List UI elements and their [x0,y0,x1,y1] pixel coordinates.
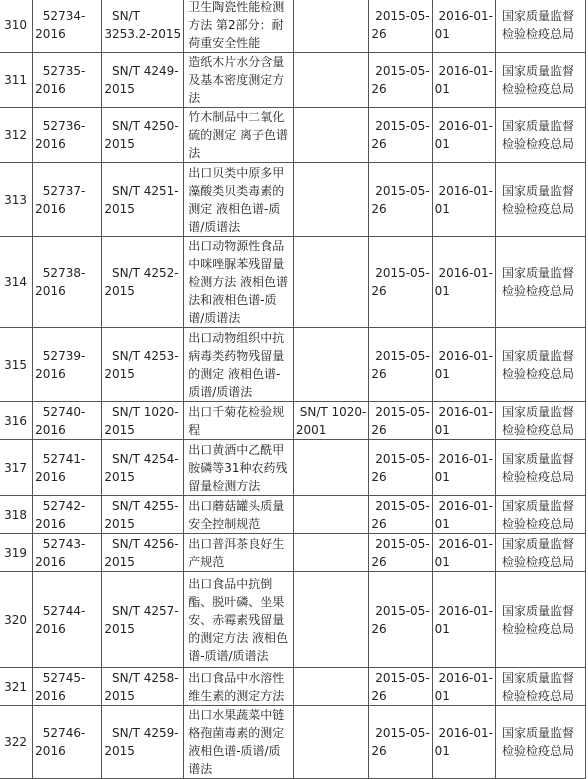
standard-title: 出口食品中抗倒酯、脱叶磷、坐果安、赤霉素残留量的测定方法 液相色谱-质谱/质谱法 [184,572,294,668]
row-number: 320 [0,572,33,668]
record-id: 52737- 2016 [33,163,102,237]
standard-code: SN/T 4254- 2015 [102,440,184,496]
publish-date: 2015-05- 26 [369,668,432,706]
row-number: 319 [0,534,33,572]
row-number: 312 [0,108,33,163]
table-row [0,706,586,779]
row-number: 316 [0,402,33,440]
record-id: 52746- 2016 [33,706,102,779]
implement-date: 2016-01- 01 [432,237,495,328]
row-number: 318 [0,496,33,534]
table-row [0,496,586,534]
record-id: 52738- 2016 [33,237,102,328]
row-number: 313 [0,163,33,237]
standard-code: SN/T 4251- 2015 [102,163,184,237]
issuing-department: 国家质量监督检验检疫总局 [495,328,585,402]
standard-code: SN/T 3253.2-2015 [102,0,184,53]
row-number: 317 [0,440,33,496]
issuing-department: 国家质量监督检验检疫总局 [495,440,585,496]
implement-date: 2016-01- 01 [432,706,495,779]
issuing-department: 国家质量监督检验检疫总局 [495,163,585,237]
publish-date: 2015-05- 26 [369,440,432,496]
table-row [0,163,586,237]
replaced-standard [293,534,368,572]
issuing-department: 国家质量监督检验检疫总局 [495,496,585,534]
row-number: 321 [0,668,33,706]
publish-date: 2015-05- 26 [369,53,432,108]
publish-date: 2015-05- 26 [369,706,432,779]
issuing-department: 国家质量监督检验检疫总局 [495,402,585,440]
record-id: 52743- 2016 [33,534,102,572]
standard-title: 出口食品中水溶性维生素的测定方法 [184,668,294,706]
replaced-standard [293,53,368,108]
record-id: 52735- 2016 [33,53,102,108]
row-number: 315 [0,328,33,402]
standard-title: 竹木制品中二氧化硫的测定 离子色谱法 [184,108,294,163]
row-number: 311 [0,53,33,108]
standard-code: SN/T 4255- 2015 [102,496,184,534]
implement-date: 2016-01- 01 [432,534,495,572]
publish-date: 2015-05- 26 [369,237,432,328]
table-row [0,328,586,402]
publish-date: 2015-05- 26 [369,402,432,440]
record-id: 52745- 2016 [33,668,102,706]
publish-date: 2015-05- 26 [369,108,432,163]
publish-date: 2015-05- 26 [369,534,432,572]
implement-date: 2016-01- 01 [432,328,495,402]
issuing-department: 国家质量监督检验检疫总局 [495,0,585,53]
replaced-standard [293,0,368,53]
standard-code: SN/T 4249- 2015 [102,53,184,108]
standard-code: SN/T 4252- 2015 [102,237,184,328]
replaced-standard: SN/T 1020- 2001 [293,402,368,440]
implement-date: 2016-01- 01 [432,163,495,237]
table-row [0,440,586,496]
record-id: 52742- 2016 [33,496,102,534]
standard-code: SN/T 1020- 2015 [102,402,184,440]
publish-date: 2015-05- 26 [369,163,432,237]
standard-title: 造纸木片水分含量及基本密度测定方法 [184,53,294,108]
row-number: 310 [0,0,33,53]
issuing-department: 国家质量监督检验检疫总局 [495,53,585,108]
record-id: 52740- 2016 [33,402,102,440]
issuing-department: 国家质量监督检验检疫总局 [495,534,585,572]
issuing-department: 国家质量监督检验检疫总局 [495,108,585,163]
implement-date: 2016-01- 01 [432,496,495,534]
implement-date: 2016-01- 01 [432,108,495,163]
record-id: 52734- 2016 [33,0,102,53]
standard-code: SN/T 4256- 2015 [102,534,184,572]
standard-code: SN/T 4259- 2015 [102,706,184,779]
row-number: 314 [0,237,33,328]
standard-title: 卫生陶瓷性能检测方法 第2部分：耐荷重安全性能 [184,0,294,53]
row-number: 322 [0,706,33,779]
issuing-department: 国家质量监督检验检疫总局 [495,706,585,779]
standard-title: 出口动物组织中抗病毒类药物残留量的测定 液相色谱-质谱/质谱法 [184,328,294,402]
replaced-standard [293,668,368,706]
table-row [0,0,586,53]
table-row [0,53,586,108]
table-row [0,237,586,328]
implement-date: 2016-01- 01 [432,0,495,53]
replaced-standard [293,108,368,163]
standard-code: SN/T 4257- 2015 [102,572,184,668]
table-row [0,108,586,163]
replaced-standard [293,163,368,237]
standard-title: 出口蘑菇罐头质量安全控制规范 [184,496,294,534]
implement-date: 2016-01- 01 [432,53,495,108]
implement-date: 2016-01- 01 [432,668,495,706]
standard-code: SN/T 4258- 2015 [102,668,184,706]
replaced-standard [293,237,368,328]
record-id: 52741- 2016 [33,440,102,496]
standard-title: 出口贝类中原多甲藻酸类贝类毒素的测定 液相色谱-质谱/质谱法 [184,163,294,237]
table-row [0,534,586,572]
issuing-department: 国家质量监督检验检疫总局 [495,572,585,668]
standard-code: SN/T 4253- 2015 [102,328,184,402]
issuing-department: 国家质量监督检验检疫总局 [495,668,585,706]
standard-code: SN/T 4250- 2015 [102,108,184,163]
table-row [0,668,586,706]
publish-date: 2015-05- 26 [369,328,432,402]
record-id: 52736- 2016 [33,108,102,163]
standard-title: 出口动物源性食品中咪唑脲苯残留量检测方法 液相色谱法和液相色谱-质谱/质谱法 [184,237,294,328]
publish-date: 2015-05- 26 [369,0,432,53]
issuing-department: 国家质量监督检验检疫总局 [495,237,585,328]
standard-title: 出口普洱茶良好生产规范 [184,534,294,572]
replaced-standard [293,496,368,534]
implement-date: 2016-01- 01 [432,572,495,668]
replaced-standard [293,572,368,668]
replaced-standard [293,706,368,779]
table-row [0,402,586,440]
implement-date: 2016-01- 01 [432,402,495,440]
standard-title: 出口千菊花检验规程 [184,402,294,440]
publish-date: 2015-05- 26 [369,496,432,534]
record-id: 52739- 2016 [33,328,102,402]
implement-date: 2016-01- 01 [432,440,495,496]
replaced-standard [293,328,368,402]
standard-title: 出口水果蔬菜中链格孢菌毒素的测定 液相色谱-质谱/质谱法 [184,706,294,779]
table-row [0,572,586,668]
standard-title: 出口黄酒中乙酰甲胺磷等31种农药残留量检测方法 [184,440,294,496]
record-id: 52744- 2016 [33,572,102,668]
replaced-standard [293,440,368,496]
publish-date: 2015-05- 26 [369,572,432,668]
